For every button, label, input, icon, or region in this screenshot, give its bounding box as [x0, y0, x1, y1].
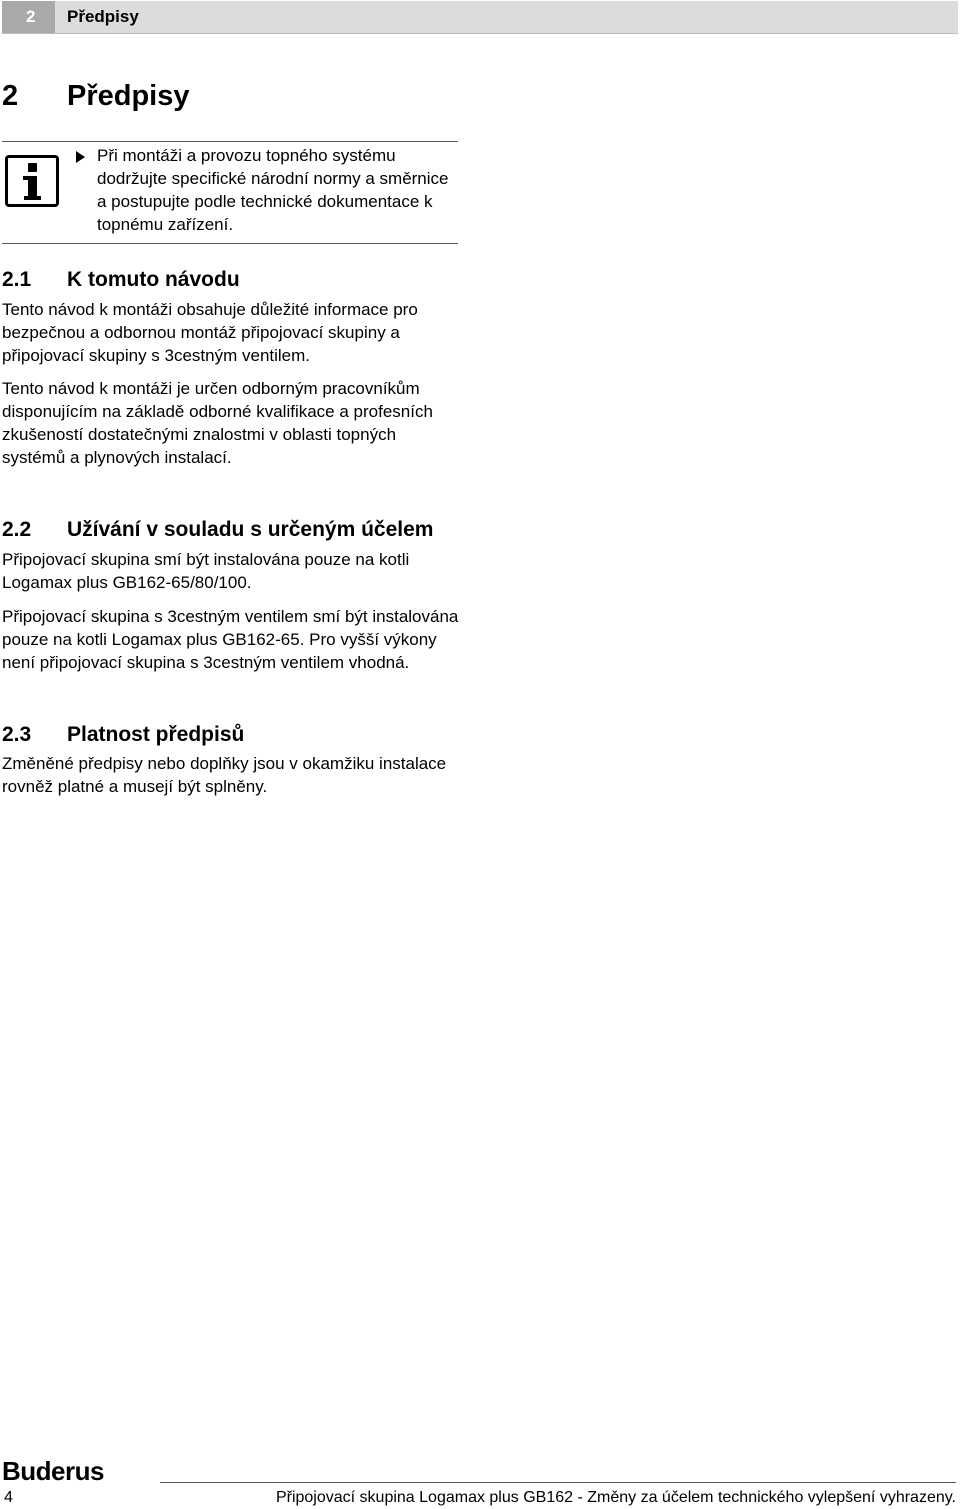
chapter-heading-title: Předpisy [67, 80, 190, 112]
section-heading-2-3 [2, 722, 244, 748]
section-title: Užívání v souladu s určeným účelem [67, 518, 434, 541]
running-header [2, 1, 958, 34]
section-number: 2.2 [2, 518, 32, 541]
notice-text: Při montáži a provozu topného systému dodržujte specifické národní normy a směrnice a postupujte podle technické dokumentace k topnému zařízení. [97, 146, 449, 234]
bullet-arrow-icon [76, 151, 85, 163]
footer-text: Připojovací skupina Logamax plus GB162 - Změny za účelem technického vylepšení vyhrazeny. [275, 1489, 956, 1506]
paragraph: Připojovací skupina s 3cestným ventilem smí být instalována pouze na kotli Logamax plus GB162-65. Pro vyšší výkony není připojovací skupina s 3cestným ventilem vhodná. [2, 607, 459, 672]
buderus-logo: Buderus [2, 1456, 104, 1486]
paragraph: Tento návod k montáži obsahuje důležité informace pro bezpečnou a odbornou montáž připojovací skupiny a připojovací skupiny s 3cestným ventilem. [2, 300, 418, 365]
section-heading-2-2 [2, 517, 433, 543]
section-number: 2.3 [2, 723, 32, 746]
page-number: 4 [4, 1489, 13, 1506]
section-number: 2.1 [2, 268, 32, 291]
info-icon [5, 155, 59, 207]
header-chapter-title: Předpisy [67, 7, 139, 26]
section-title: Platnost předpisů [67, 723, 245, 746]
paragraph: Tento návod k montáži je určen odborným pracovníkům disponujícím na základě odborné kvalifikace a profesních zkušeností dostatečnými znalostmi v oblasti topných systémů a plynových instalací. [2, 379, 433, 467]
footer-rule [160, 1482, 956, 1483]
chapter-heading-number: 2 [2, 80, 19, 112]
header-chapter-number: 2 [2, 1, 55, 33]
notice-top-rule [2, 141, 458, 142]
chapter-heading [2, 78, 190, 114]
section-heading-2-1 [2, 267, 240, 293]
paragraph: Změněné předpisy nebo doplňky jsou v okamžiku instalace rovněž platné a musejí být splněny. [2, 754, 447, 796]
paragraph: Připojovací skupina smí být instalována pouze na kotli Logamax plus GB162-65/80/100. [2, 550, 410, 592]
section-title: K tomuto návodu [67, 268, 240, 291]
notice-bottom-rule [2, 243, 458, 244]
